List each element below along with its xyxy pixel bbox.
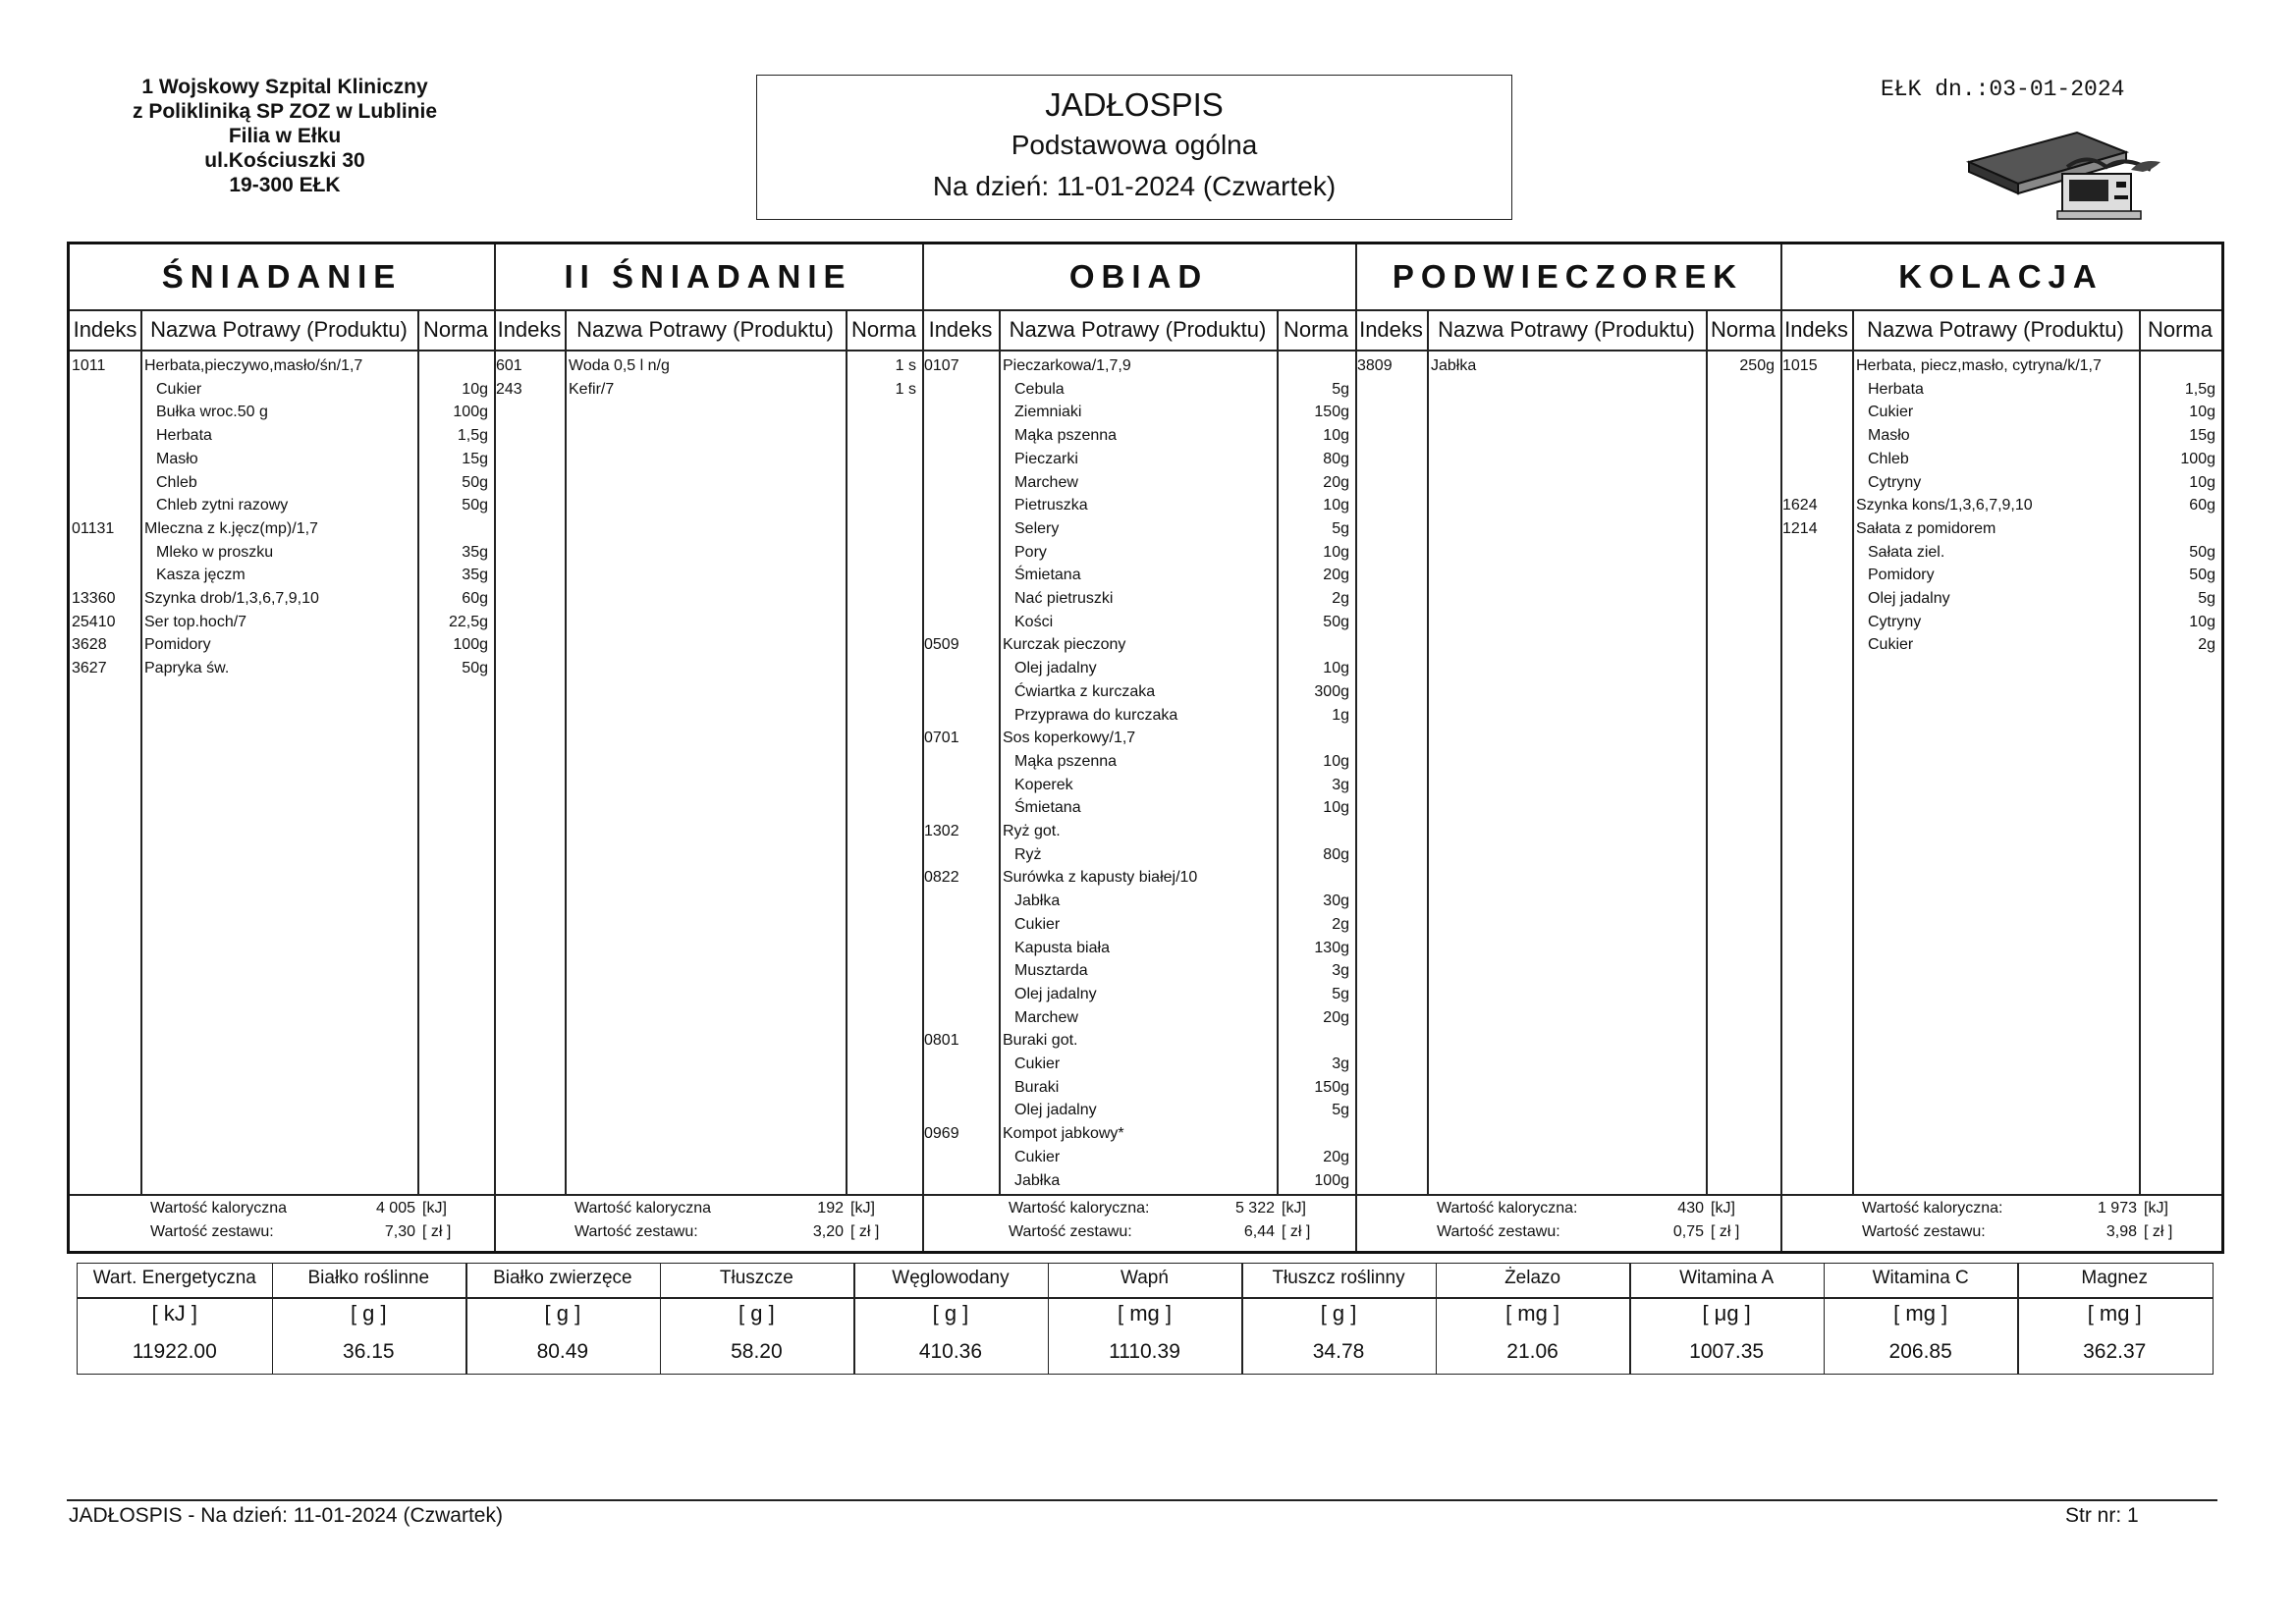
row-norm: 20g xyxy=(1323,567,1349,584)
row-name: Cukier xyxy=(1868,404,1914,421)
row-name: Ser top.hoch/7 xyxy=(144,613,247,630)
cost-value: 7,30 xyxy=(384,1223,415,1240)
row-norm: 80g xyxy=(1323,845,1349,863)
nutrient-unit: [ mg ] xyxy=(2087,1301,2142,1325)
row-norm: 35g xyxy=(462,543,488,561)
nutrient-value: 362.37 xyxy=(2083,1340,2147,1363)
meal-title: II ŚNIADANIE xyxy=(564,258,852,295)
totals-divider xyxy=(70,1194,2221,1196)
row-name: Nać pietruszki xyxy=(1014,590,1114,607)
row-index: 1624 xyxy=(1782,497,1818,514)
column-header-norm: Norma xyxy=(1710,317,1776,342)
row-name: Kości xyxy=(1014,613,1054,630)
calorie-unit: [kJ] xyxy=(1282,1200,1306,1217)
row-norm: 10g xyxy=(462,380,488,398)
column-header-norm: Norma xyxy=(1283,317,1348,342)
nutrient-unit: [ kJ ] xyxy=(151,1301,197,1325)
column-divider xyxy=(1852,310,1854,1194)
row-name: Chleb xyxy=(1868,450,1909,467)
row-name: Bułka wroc.50 g xyxy=(156,404,268,421)
row-index: 0969 xyxy=(924,1125,959,1143)
issue-date: EŁK dn.:03-01-2024 xyxy=(1881,77,2125,102)
cost-label: Wartość zestawu: xyxy=(574,1223,698,1240)
section-divider xyxy=(1355,244,1357,1251)
calorie-label: Wartość kaloryczna: xyxy=(1009,1200,1150,1217)
section-divider xyxy=(1780,244,1782,1251)
row-norm: 35g xyxy=(462,567,488,584)
row-name: Marchew xyxy=(1014,1008,1078,1026)
row-norm: 300g xyxy=(1314,682,1349,700)
row-norm: 50g xyxy=(462,497,488,514)
row-norm: 100g xyxy=(453,404,488,421)
row-name: Olej jadalny xyxy=(1868,590,1950,607)
row-norm: 22,5g xyxy=(448,613,488,630)
row-name: Herbata xyxy=(1868,380,1924,398)
calorie-label: Wartość kaloryczna: xyxy=(1437,1200,1578,1217)
row-name: Ryż got. xyxy=(1003,823,1061,839)
row-name: Masło xyxy=(156,450,198,467)
row-name: Papryka św. xyxy=(144,660,230,677)
row-name: Herbata,pieczywo,masło/śn/1,7 xyxy=(144,357,363,374)
row-norm: 150g xyxy=(1314,1078,1349,1096)
footer-divider xyxy=(67,1499,2217,1501)
row-norm: 5g xyxy=(1332,519,1349,537)
column-header-divider xyxy=(70,350,2221,352)
row-norm: 50g xyxy=(462,660,488,677)
row-name: Chleb zytni razowy xyxy=(156,497,289,514)
row-name: Jabłka xyxy=(1014,893,1061,910)
row-norm: 10g xyxy=(1323,752,1349,770)
row-index: 3809 xyxy=(1357,357,1393,374)
row-norm: 3g xyxy=(1332,776,1349,793)
row-norm: 5g xyxy=(1332,1102,1349,1119)
row-norm: 10g xyxy=(2189,473,2215,491)
nutrient-label: Witamina A xyxy=(1679,1268,1775,1288)
row-name: Pieczarki xyxy=(1014,450,1078,467)
row-norm: 1 s xyxy=(895,357,916,374)
cost-value: 6,44 xyxy=(1243,1223,1275,1240)
row-index: 3628 xyxy=(72,636,107,654)
row-name: Sałata ziel. xyxy=(1868,543,1945,561)
cost-label: Wartość zestawu: xyxy=(1437,1223,1560,1240)
nutrition-table xyxy=(77,1263,2214,1375)
row-norm: 10g xyxy=(2189,404,2215,421)
row-norm: 20g xyxy=(1323,473,1349,491)
row-norm: 5g xyxy=(2198,590,2215,607)
nutrient-value: 410.36 xyxy=(918,1340,983,1363)
cost-value: 3,20 xyxy=(812,1223,844,1240)
nutrient-value: 58.20 xyxy=(731,1340,783,1363)
cost-value: 3,98 xyxy=(2105,1223,2137,1240)
meal-title: OBIAD xyxy=(1068,258,1209,295)
row-name: Woda 0,5 l n/g xyxy=(569,357,670,374)
column-header-norm: Norma xyxy=(422,317,488,342)
row-name: Mleko w proszku xyxy=(156,543,274,561)
cost-unit: [ zł ] xyxy=(422,1223,452,1240)
row-norm: 50g xyxy=(2189,543,2215,561)
row-name: Kompot jabkowy* xyxy=(1003,1125,1124,1143)
column-header-index: Indeks xyxy=(497,317,562,342)
column-header-name: Nazwa Potrawy (Produktu) xyxy=(1438,317,1695,342)
row-name: Selery xyxy=(1014,519,1060,537)
hospital-parent: z Polikliniką SP ZOZ w Lublinie xyxy=(133,100,437,123)
cost-unit: [ zł ] xyxy=(850,1223,880,1240)
calorie-value: 4 005 xyxy=(375,1200,415,1217)
nutrient-unit: [ g ] xyxy=(738,1301,775,1325)
cost-label: Wartość zestawu: xyxy=(1009,1223,1132,1240)
column-divider xyxy=(999,310,1001,1194)
row-name: Przyprawa do kurczaka xyxy=(1014,706,1178,724)
row-name: Olej jadalny xyxy=(1014,660,1097,677)
row-norm: 30g xyxy=(1323,893,1349,910)
row-norm: 60g xyxy=(462,590,488,607)
page-title: JADŁOSPIS xyxy=(1045,86,1224,123)
row-norm: 20g xyxy=(1323,1148,1349,1165)
row-name: Pory xyxy=(1014,543,1047,561)
column-header-name: Nazwa Potrawy (Produktu) xyxy=(1867,317,2124,342)
row-name: Ziemniaki xyxy=(1014,404,1082,421)
row-index: 0107 xyxy=(924,357,959,374)
cost-value: 0,75 xyxy=(1672,1223,1704,1240)
nutrient-unit: [ g ] xyxy=(1320,1301,1357,1325)
nutrient-unit: [ g ] xyxy=(544,1301,581,1325)
row-name: Buraki got. xyxy=(1003,1032,1078,1050)
row-name: Cytryny xyxy=(1868,473,1922,491)
nutrition-header-divider xyxy=(78,1297,2213,1299)
row-index: 1015 xyxy=(1782,357,1818,374)
column-divider xyxy=(565,310,567,1194)
hospital-address xyxy=(108,75,462,197)
row-norm: 100g xyxy=(2180,450,2215,467)
row-norm: 2g xyxy=(2198,636,2215,654)
row-norm: 150g xyxy=(1314,404,1349,421)
calorie-label: Wartość kaloryczna xyxy=(574,1200,711,1217)
nutrient-label: Witamina C xyxy=(1872,1268,1969,1288)
nutrient-unit: [ mg ] xyxy=(1505,1301,1560,1325)
row-norm: 1g xyxy=(1332,706,1349,724)
row-name: Kurczak pieczony xyxy=(1003,636,1126,654)
calorie-unit: [kJ] xyxy=(1711,1200,1735,1217)
nutrient-value: 80.49 xyxy=(536,1340,589,1363)
row-name: Pomidory xyxy=(144,636,211,654)
row-norm: 50g xyxy=(1323,613,1349,630)
row-name: Śmietana xyxy=(1014,567,1081,584)
row-norm: 15g xyxy=(2189,427,2215,445)
nutrient-value: 206.85 xyxy=(1888,1340,1952,1363)
row-norm: 10g xyxy=(1323,660,1349,677)
row-index: 13360 xyxy=(72,590,116,607)
row-name: Pomidory xyxy=(1868,567,1935,584)
cost-unit: [ zł ] xyxy=(1282,1223,1311,1240)
column-header-name: Nazwa Potrawy (Produktu) xyxy=(576,317,834,342)
row-norm: 50g xyxy=(462,473,488,491)
row-name: Cukier xyxy=(1014,1055,1061,1072)
footer-text: JADŁOSPIS - Na dzień: 11-01-2024 (Czwartek) xyxy=(69,1504,503,1527)
row-name: Cukier xyxy=(1868,636,1914,654)
nutrient-unit: [ mg ] xyxy=(1117,1301,1172,1325)
row-name: Cukier xyxy=(1014,1148,1061,1165)
row-norm: 50g xyxy=(2189,567,2215,584)
nutrient-value: 1007.35 xyxy=(1689,1340,1765,1363)
row-norm: 2g xyxy=(1332,590,1349,607)
column-header-index: Indeks xyxy=(73,317,137,342)
nutrient-label: Żelazo xyxy=(1504,1268,1561,1288)
column-header-name: Nazwa Potrawy (Produktu) xyxy=(1009,317,1267,342)
row-index: 1011 xyxy=(72,357,106,374)
row-norm: 130g xyxy=(1314,939,1349,956)
row-norm: 1,5g xyxy=(2184,380,2215,398)
row-index: 0822 xyxy=(924,869,959,887)
calorie-label: Wartość kaloryczna xyxy=(150,1200,287,1217)
row-index: 1302 xyxy=(924,823,959,839)
row-name: Szynka kons/1,3,6,7,9,10 xyxy=(1856,497,2033,514)
calorie-unit: [kJ] xyxy=(850,1200,875,1217)
meal-title: ŚNIADANIE xyxy=(161,258,403,295)
meal-title: PODWIECZOREK xyxy=(1392,258,1744,295)
menu-date: Na dzień: 11-01-2024 (Czwartek) xyxy=(932,171,1337,201)
diet-name: Podstawowa ogólna xyxy=(1011,130,1258,160)
row-name: Szynka drob/1,3,6,7,9,10 xyxy=(144,590,319,607)
nutrient-label: Węglowodany xyxy=(892,1268,1010,1288)
column-divider xyxy=(1706,310,1708,1194)
nutrient-unit: [ g ] xyxy=(350,1301,387,1325)
row-index: 243 xyxy=(496,380,522,398)
column-divider xyxy=(1427,310,1429,1194)
row-name: Olej jadalny xyxy=(1014,985,1097,1002)
calorie-value: 5 322 xyxy=(1234,1200,1275,1217)
page-number: Str nr: 1 xyxy=(2065,1504,2139,1527)
row-name: Pieczarkowa/1,7,9 xyxy=(1003,357,1131,374)
row-name: Marchew xyxy=(1014,473,1078,491)
nutrient-value: 11922.00 xyxy=(132,1340,217,1363)
row-index: 0701 xyxy=(924,730,959,747)
row-name: Cebula xyxy=(1014,380,1065,398)
row-name: Cytryny xyxy=(1868,613,1922,630)
row-name: Cukier xyxy=(156,380,202,398)
row-norm: 10g xyxy=(1323,799,1349,817)
row-index: 01131 xyxy=(72,519,115,537)
row-norm: 5g xyxy=(1332,985,1349,1002)
row-name: Śmietana xyxy=(1014,799,1081,817)
calorie-value: 430 xyxy=(1677,1200,1704,1217)
row-norm: 10g xyxy=(2189,613,2215,630)
nutrient-unit: [ μg ] xyxy=(1702,1301,1751,1325)
row-name: Sos koperkowy/1,7 xyxy=(1003,730,1136,747)
row-name: Jabłka xyxy=(1431,357,1477,374)
row-norm: 100g xyxy=(453,636,488,654)
nutrient-unit: [ mg ] xyxy=(1893,1301,1948,1325)
nutrient-label: Wapń xyxy=(1121,1268,1169,1288)
nutrient-value: 34.78 xyxy=(1312,1340,1365,1363)
column-header-index: Indeks xyxy=(1784,317,1848,342)
row-name: Herbata, piecz,masło, cytryna/k/1,7 xyxy=(1856,357,2102,374)
nutrient-label: Tłuszcze xyxy=(719,1268,793,1288)
row-name: Mleczna z k.jęcz(mp)/1,7 xyxy=(144,519,318,537)
row-norm: 5g xyxy=(1332,380,1349,398)
row-name: Mąka pszenna xyxy=(1014,427,1118,445)
row-norm: 1 s xyxy=(895,380,916,398)
row-name: Chleb xyxy=(156,473,197,491)
title-box xyxy=(756,75,1512,220)
nutrient-value: 21.06 xyxy=(1506,1340,1558,1363)
row-name: Olej jadalny xyxy=(1014,1102,1097,1119)
hospital-city: 19-300 EŁK xyxy=(229,174,341,196)
hospital-street: ul.Kościuszki 30 xyxy=(204,149,365,172)
row-norm: 15g xyxy=(462,450,488,467)
calorie-label: Wartość kaloryczna: xyxy=(1862,1200,2003,1217)
nutrient-label: Magnez xyxy=(2081,1268,2149,1288)
column-header-index: Indeks xyxy=(928,317,993,342)
row-name: Surówka z kapusty białej/10 xyxy=(1003,869,1198,887)
row-index: 3627 xyxy=(72,660,107,677)
book-computer-logo xyxy=(1959,123,2185,226)
row-norm: 60g xyxy=(2189,497,2215,514)
nutrient-label: Wart. Energetyczna xyxy=(92,1268,256,1288)
row-norm: 100g xyxy=(1314,1171,1349,1189)
nutrient-value: 36.15 xyxy=(343,1340,395,1363)
row-name: Sałata z pomidorem xyxy=(1856,519,1996,537)
row-index: 601 xyxy=(496,357,522,374)
column-header-norm: Norma xyxy=(2147,317,2213,342)
row-norm: 2g xyxy=(1332,915,1349,933)
cost-unit: [ zł ] xyxy=(2144,1223,2173,1240)
row-name: Ryż xyxy=(1014,845,1042,863)
row-name: Jabłka xyxy=(1014,1171,1061,1189)
cost-label: Wartość zestawu: xyxy=(1862,1223,1986,1240)
row-index: 1214 xyxy=(1782,519,1818,537)
column-divider xyxy=(140,310,142,1194)
row-name: Cukier xyxy=(1014,915,1061,933)
calorie-value: 192 xyxy=(817,1200,844,1217)
column-header-index: Indeks xyxy=(1359,317,1423,342)
cost-unit: [ zł ] xyxy=(1711,1223,1740,1240)
row-index: 25410 xyxy=(72,613,116,630)
row-index: 0509 xyxy=(924,636,959,654)
meal-title: KOLACJA xyxy=(1898,258,2104,295)
row-name: Musztarda xyxy=(1014,962,1088,980)
row-name: Herbata xyxy=(156,427,212,445)
row-norm: 1,5g xyxy=(457,427,488,445)
row-norm: 250g xyxy=(1739,357,1775,374)
row-norm: 3g xyxy=(1332,1055,1349,1072)
row-name: Kapusta biała xyxy=(1014,939,1110,956)
nutrient-unit: [ g ] xyxy=(932,1301,969,1325)
row-norm: 80g xyxy=(1323,450,1349,467)
column-header-norm: Norma xyxy=(850,317,916,342)
row-index: 0801 xyxy=(924,1032,959,1050)
row-name: Kasza jęczm xyxy=(156,567,246,584)
calorie-unit: [kJ] xyxy=(422,1200,447,1217)
row-name: Mąka pszenna xyxy=(1014,752,1118,770)
row-norm: 10g xyxy=(1323,543,1349,561)
nutrient-value: 1110.39 xyxy=(1109,1340,1180,1363)
row-name: Ćwiartka z kurczaka xyxy=(1014,682,1156,700)
column-divider xyxy=(846,310,847,1194)
row-norm: 10g xyxy=(1323,427,1349,445)
row-norm: 10g xyxy=(1323,497,1349,514)
calorie-unit: [kJ] xyxy=(2144,1200,2168,1217)
cost-label: Wartość zestawu: xyxy=(150,1223,274,1240)
row-norm: 3g xyxy=(1332,962,1349,980)
nutrient-label: Białko zwierzęce xyxy=(493,1268,632,1288)
row-name: Buraki xyxy=(1014,1078,1060,1096)
hospital-branch: Filia w Ełku xyxy=(228,125,342,147)
row-name: Kefir/7 xyxy=(569,380,615,398)
row-name: Koperek xyxy=(1014,776,1073,793)
row-name: Pietruszka xyxy=(1014,497,1088,514)
nutrient-label: Tłuszcz roślinny xyxy=(1272,1268,1405,1288)
calorie-value: 1 973 xyxy=(2097,1200,2137,1217)
row-norm: 20g xyxy=(1323,1008,1349,1026)
row-name: Masło xyxy=(1868,427,1910,445)
nutrient-label: Białko roślinne xyxy=(307,1268,430,1288)
menu-table xyxy=(67,242,2224,1254)
column-header-name: Nazwa Potrawy (Produktu) xyxy=(150,317,408,342)
hospital-name: 1 Wojskowy Szpital Kliniczny xyxy=(141,76,428,98)
